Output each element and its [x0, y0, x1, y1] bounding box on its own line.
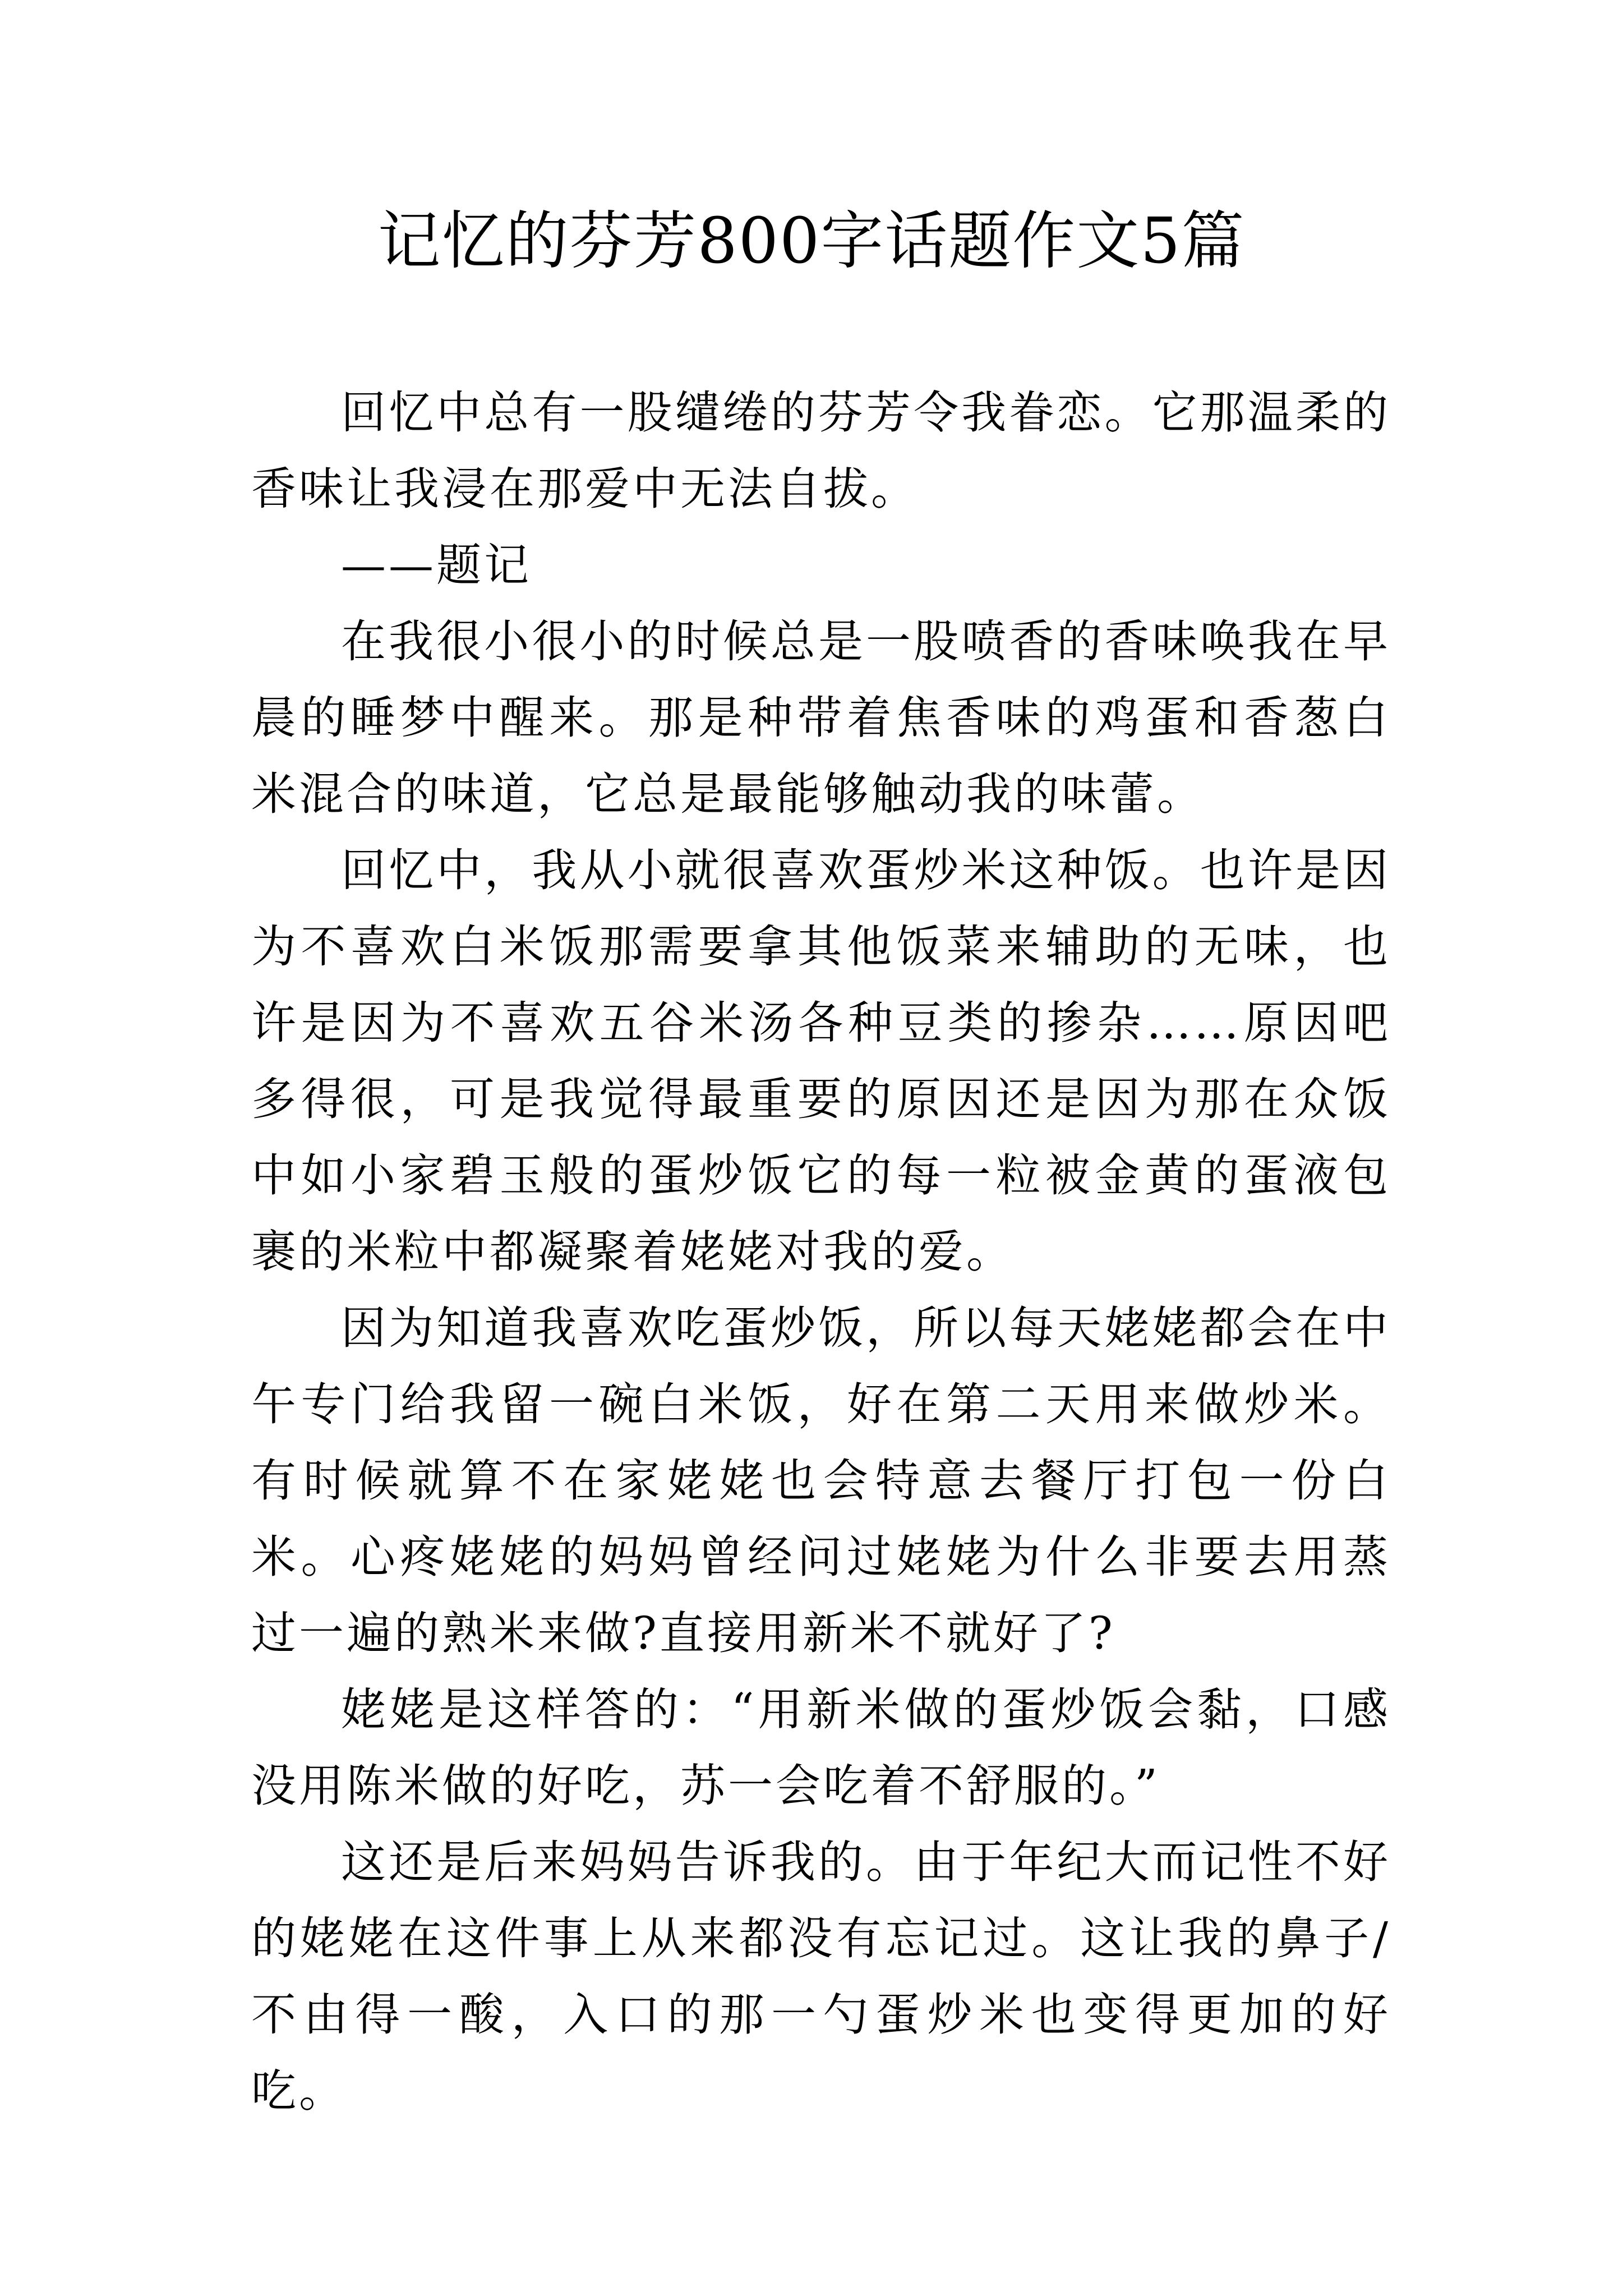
- paragraph-leftover-rice: 因为知道我喜欢吃蛋炒饭，所以每天姥姥都会在中午专门给我留一碗白米饭，好在第二天用来做炒米。有时候就算不在家姥姥也会特意去餐厅打包一份白米。心疼姥姥的妈妈曾经问过姥姥为什么非要去用蒸过一遍的熟米来做?直接用新米不就好了?: [251, 1302, 1391, 1659]
- paragraph-fried-rice: 回忆中，我从小就很喜欢蛋炒米这种饭。也许是因为不喜欢白米饭那需要拿其他饭菜来辅助的无味，也许是因为不喜欢五谷米汤各种豆类的掺杂……原因吧多得很，可是我觉得最重要的原因还是因为那在众饭中如小家碧玉般的蛋炒饭它的每一粒被金黄的蛋液包裹的米粒中都凝聚着姥姥对我的爱。: [251, 844, 1391, 1278]
- paragraph-intro: 回忆中总有一股缱绻的芬芳令我眷恋。它那温柔的香味让我浸在那爱中无法自拔。: [251, 386, 1391, 515]
- document-title: 记忆的芬芳800字话题作文5篇: [377, 205, 1246, 278]
- paragraph-grandma-answer: 姥姥是这样答的：“用新米做的蛋炒饭会黏，口感没用陈米做的好吃，苏一会吃着不舒服的。”: [251, 1683, 1391, 1812]
- paragraph-epigraph: ——题记: [341, 539, 532, 591]
- paragraph-memory: 这还是后来妈妈告诉我的。由于年纪大而记性不好的姥姥在这件事上从来都没有忘记过。这让我的鼻子/不由得一酸，入口的那一勺蛋炒米也变得更加的好吃。: [251, 1836, 1391, 2117]
- document-body: [251, 375, 1391, 2129]
- paragraph-childhood: 在我很小很小的时候总是一股喷香的香味唤我在早晨的睡梦中醒来。那是种带着焦香味的鸡蛋和香葱白米混合的味道，它总是最能够触动我的味蕾。: [251, 615, 1391, 820]
